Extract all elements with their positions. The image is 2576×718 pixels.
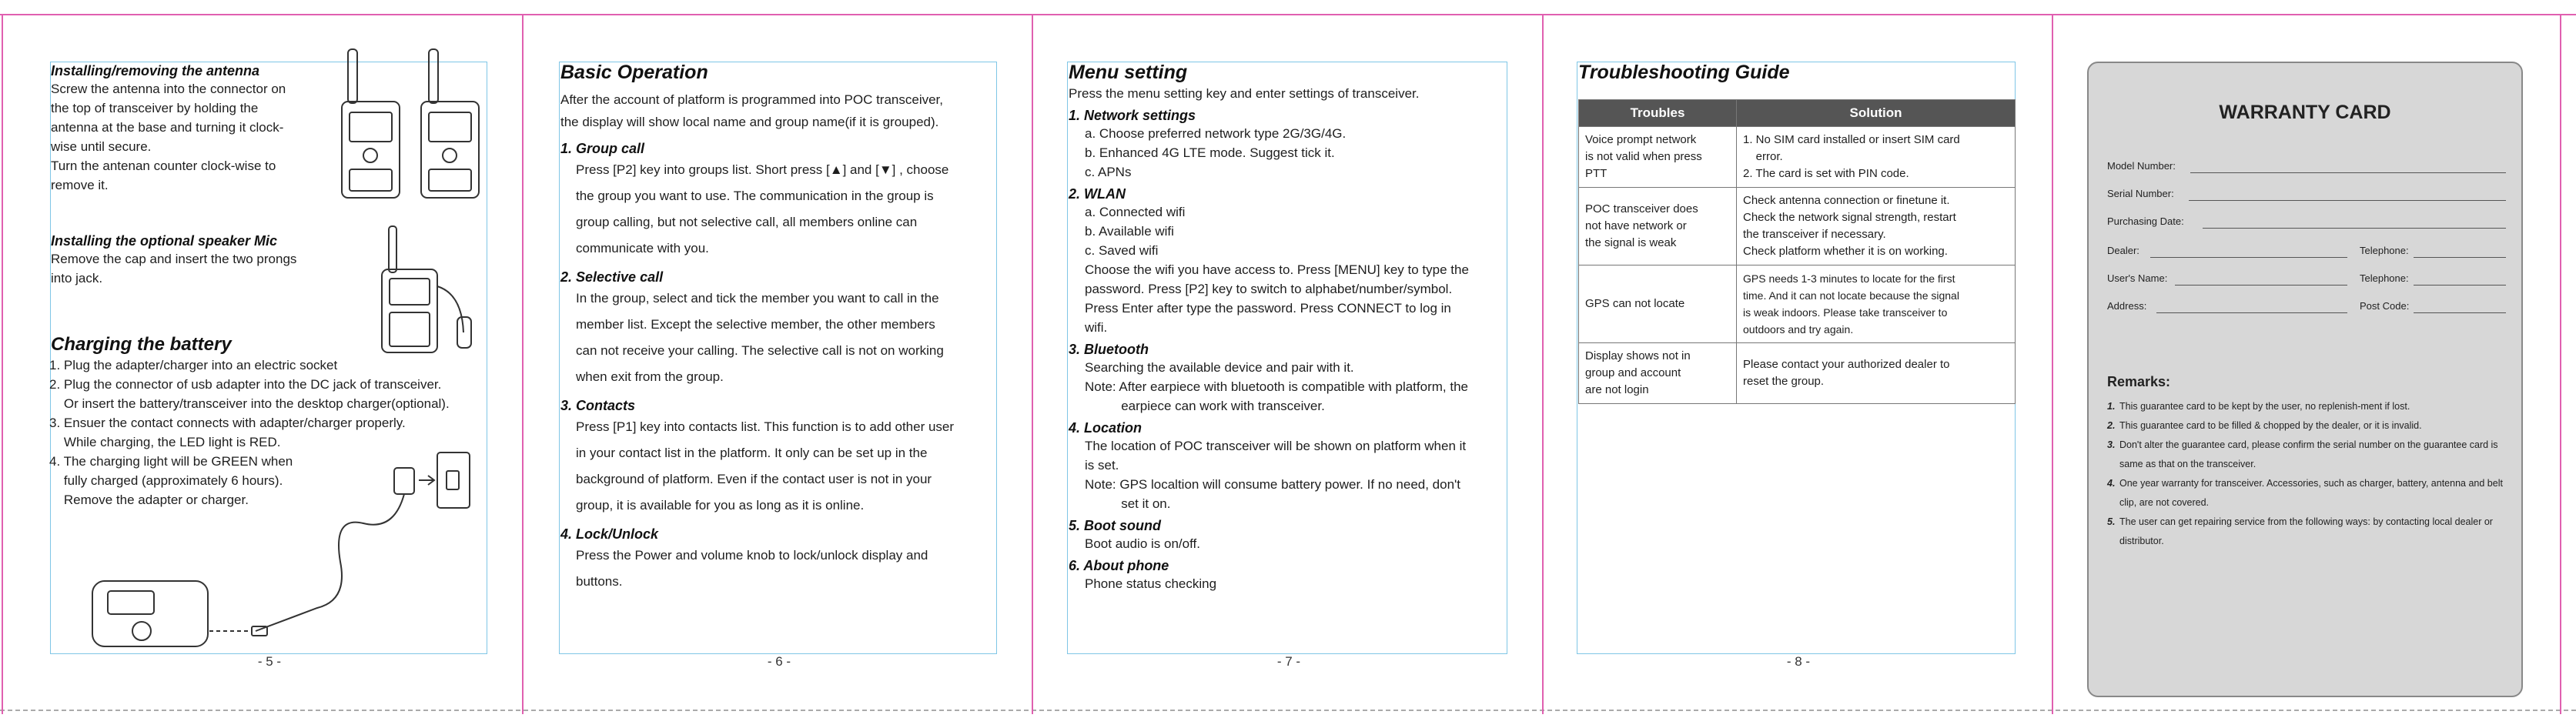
- trouble-cell: Display shows not in group and account are not login: [1579, 343, 1737, 404]
- dealer-line[interactable]: [2150, 257, 2347, 258]
- troubleshooting-table: [1578, 99, 2016, 404]
- list-item: 4. One year warranty for transceiver. Accessories, such as charger, battery, antenna and belt clip, are not covered.: [2107, 478, 2503, 508]
- location-text: The location of POC transceiver will be shown on platform when it is set. Note: GPS localtion will consume battery power. If no need, don't set it on.: [1085, 439, 1467, 511]
- fold-line: [1542, 14, 1544, 714]
- charge-title: Charging the battery: [51, 334, 232, 355]
- page-8: [1578, 62, 2016, 404]
- bluetooth-title: 3. Bluetooth: [1069, 342, 1149, 357]
- purchasing-date-line[interactable]: [2203, 228, 2506, 229]
- model-number-line[interactable]: [2190, 172, 2506, 173]
- table-row: [1579, 127, 2016, 188]
- contacts-text: Press [P1] key into contacts list. This function is to add other user in your contact list in the platform. It only can be set up in the background of platform. Even if the contact user is not in your group, it is available for you as long as it is online.: [576, 419, 955, 513]
- install-text: Screw the antenna into the connector on the top of transceiver by holding the antenna at the base and turning it clock- wise until secure. Turn the antenan counter clock-wise to remove it.: [51, 82, 286, 192]
- page-number: - 7 -: [1276, 654, 1301, 669]
- purchasing-date-label: Purchasing Date:: [2107, 215, 2184, 227]
- location-title: 4. Location: [1069, 420, 1142, 436]
- users-name-line[interactable]: [2175, 285, 2347, 286]
- serial-number-label: Serial Number:: [2107, 188, 2174, 199]
- fold-line: [522, 14, 524, 714]
- page-6: Basic Operation After the account of platform is programmed into POC transceiver, the display will show local name and group name(if it is grouped). 1. Group call Press [P2] key into groups list. Short press [▲] and [▼] , choose the group you want to use. The communication in the group is group calling, but not selective call, all members online can communicate with you. 2. Selective call In the group, select and tick the member you want to call in the member list. Except the selective member, the other members can not receive your calling. The selective call is not on working when exit from the group. 3. Contacts Press [P1] key into contacts list. This function is to add other user in your contact list in the platform. It only can be set up in the background of platform. Even if the contact user is not in your group, it is available for you as long as it is online. 4. Lock/Unlock Press the Power and volume knob to lock/unlock display and buttons.: [560, 62, 996, 595]
- fold-line: [2052, 14, 2053, 714]
- page-number: - 8 -: [1786, 654, 1811, 669]
- fold-line: [1032, 14, 1033, 714]
- page-number: - 6 -: [767, 654, 791, 669]
- trouble-cell: POC transceiver does not have network or the signal is weak: [1579, 188, 1737, 265]
- list-item: 1. This guarantee card to be kept by the user, no replenish-ment if lost.: [2107, 401, 2410, 412]
- page-number: - 5 -: [257, 654, 282, 669]
- network-settings-text: a. Choose preferred network type 2G/3G/4G. b. Enhanced 4G LTE mode. Suggest tick it. c. APNs: [1085, 126, 1347, 179]
- remarks-list: [2107, 397, 2507, 551]
- contacts-title: 3. Contacts: [560, 398, 636, 413]
- dealer-telephone-line[interactable]: [2414, 257, 2506, 258]
- post-code-label: Post Code:: [2360, 300, 2410, 312]
- charger-illustration: [86, 446, 487, 654]
- group-call-text: Press [P2] key into groups list. Short press [▲] and [▼] , choose the group you want to use. The communication in the group is group calling, but not selective call, all members online can communicate with you.: [576, 162, 949, 255]
- selective-call-title: 2. Selective call: [560, 269, 664, 285]
- post-code-line[interactable]: [2414, 312, 2506, 313]
- list-item: 2. This guarantee card to be filled & chopped by the dealer, or it is invalid.: [2107, 420, 2422, 431]
- solution-cell: Please contact your authorized dealer to reset the group.: [1737, 343, 2016, 404]
- charge-text: 1. Plug the adapter/charger into an electric socket 2. Plug the connector of usb adapter into the DC jack of transceiver. Or insert the battery/transceiver into the desktop charger(optional). 3. Ensuer the contact connects with adapter/charger properly. While charging, the LED light is RED. 4. The charging light will be GREEN when fully charged (approximately 6 hours). Remove the adapter or charger.: [49, 358, 450, 507]
- lock-unlock-title: 4. Lock/Unlock: [560, 526, 659, 542]
- menu-setting-title: Menu setting: [1069, 62, 1188, 83]
- bluetooth-text: Searching the available device and pair with it. Note: After earpiece with bluetooth is compatible with platform, the earpiece can work with transceiver.: [1085, 360, 1468, 413]
- column-header: Troubles: [1579, 100, 1737, 127]
- remarks-title: Remarks:: [2107, 374, 2171, 389]
- dealer-telephone-label: Telephone:: [2360, 245, 2409, 256]
- radio-antenna-illustration: [339, 48, 485, 202]
- address-line[interactable]: [2156, 312, 2347, 313]
- about-phone-title: 6. About phone: [1069, 558, 1169, 573]
- table-header-row: [1579, 100, 2016, 127]
- serial-number-line[interactable]: [2189, 200, 2506, 201]
- top-border: [0, 14, 2576, 15]
- bottom-border: [0, 710, 2576, 711]
- page-5: Installing/removing the antenna Screw the antenna into the connector on the top of transceiver by holding the antenna at the base and turning it clock- wise until secure. Turn the antenan counter clock-wise to remove it. Installing the optional speaker Mic Remove the cap and insert the two prongs into jack. Charging the battery 1. Plug the adapter/charger into an electric socket 2. Plug the connector of usb adapter into the DC jack of transceiver. Or insert the battery/transceiver into the desktop charger(optional). 3. Ensuer the contact connects with adapter/charger properly. While charging, the LED light is RED. 4. The charging light will be GREEN when fully charged (approximately 6 hours). Remove the adapter or charger.: [51, 63, 487, 509]
- dealer-label: Dealer:: [2107, 245, 2139, 256]
- address-label: Address:: [2107, 300, 2147, 312]
- install-title: Installing/removing the antenna: [51, 63, 260, 78]
- user-telephone-label: Telephone:: [2360, 272, 2409, 284]
- model-number-label: Model Number:: [2107, 160, 2176, 172]
- list-item: 5. The user can get repairing service from the following ways: by contacting local dealer or distributor.: [2107, 516, 2493, 546]
- wlan-text: a. Connected wifi b. Available wifi c. Saved wifi: [1085, 205, 1186, 258]
- table-row: [1579, 188, 2016, 265]
- basic-operation-title: Basic Operation: [560, 62, 708, 83]
- mic-title: Installing the optional speaker Mic: [51, 233, 278, 249]
- list-item: 3. Don't alter the guarantee card, please confirm the serial number on the guarantee card is same as that on the transceiver.: [2107, 439, 2498, 469]
- trouble-cell: GPS can not locate: [1579, 265, 1737, 343]
- column-header: Solution: [1737, 100, 2016, 127]
- speaker-mic-illustration: [377, 225, 485, 356]
- warranty-card: [2087, 62, 2523, 697]
- wlan-title: 2. WLAN: [1069, 186, 1126, 202]
- fold-line: [2560, 14, 2561, 714]
- fold-line: [2, 14, 3, 714]
- table-row: [1579, 343, 2016, 404]
- solution-cell: GPS needs 1-3 minutes to locate for the first time. And it can not locate because the signal is weak indoors. Please take transceiver to outdoors and try again.: [1737, 265, 2016, 343]
- table-row: [1579, 265, 2016, 343]
- trouble-cell: Voice prompt network is not valid when press PTT: [1579, 127, 1737, 188]
- solution-cell: 1. No SIM card installed or insert SIM card error. 2. The card is set with PIN code.: [1737, 127, 2016, 188]
- network-settings-title: 1. Network settings: [1069, 108, 1196, 123]
- group-call-title: 1. Group call: [560, 141, 645, 156]
- page-7: Menu setting Press the menu setting key and enter settings of transceiver. 1. Network settings a. Choose preferred network type 2G/3G/4G. b. Enhanced 4G LTE mode. Suggest tick it. c. APNs 2. WLAN a. Connected wifi b. Available wifi c. Saved wifi Choose the wifi you have access to. Press [MENU] key to type the password. Press [P2] key to switch to alphabet/number/symbol. Press Enter after type the password. Press CONNECT to log in wifi. 3. Bluetooth Searching the available device and pair with it. Note: After earpiece with bluetooth is compatible with platform, the earpiece can work with transceiver. 4. Location The location of POC transceiver will be shown on platform when it is set. Note: GPS localtion will consume battery power. If no need, don't set it on. 5. Boot sound Boot audio is on/off. 6. About phone Phone status checking: [1069, 62, 1506, 593]
- solution-cell: Check antenna connection or finetune it. Check the network signal strength, restart the transceiver if necessary. Check platform whether it is on working.: [1737, 188, 2016, 265]
- troubleshooting-title: Troubleshooting Guide: [1578, 62, 1790, 83]
- wlan-instructions: Choose the wifi you have access to. Press [MENU] key to type the password. Press [P2] key to switch to alphabet/number/symbol. Press Enter after type the password. Press CONNECT to log in wifi.: [1085, 262, 1469, 335]
- selective-call-text: In the group, select and tick the member you want to call in the member list. Except the selective member, the other members can not receive your calling. The selective call is not on working when exit from the group.: [576, 291, 944, 384]
- users-name-label: User's Name:: [2107, 272, 2168, 284]
- lock-unlock-text: Press the Power and volume knob to lock/unlock display and buttons.: [576, 548, 928, 589]
- boot-sound-title: 5. Boot sound: [1069, 518, 1161, 533]
- warranty-title: WARRANTY CARD: [2219, 102, 2391, 123]
- user-telephone-line[interactable]: [2414, 285, 2506, 286]
